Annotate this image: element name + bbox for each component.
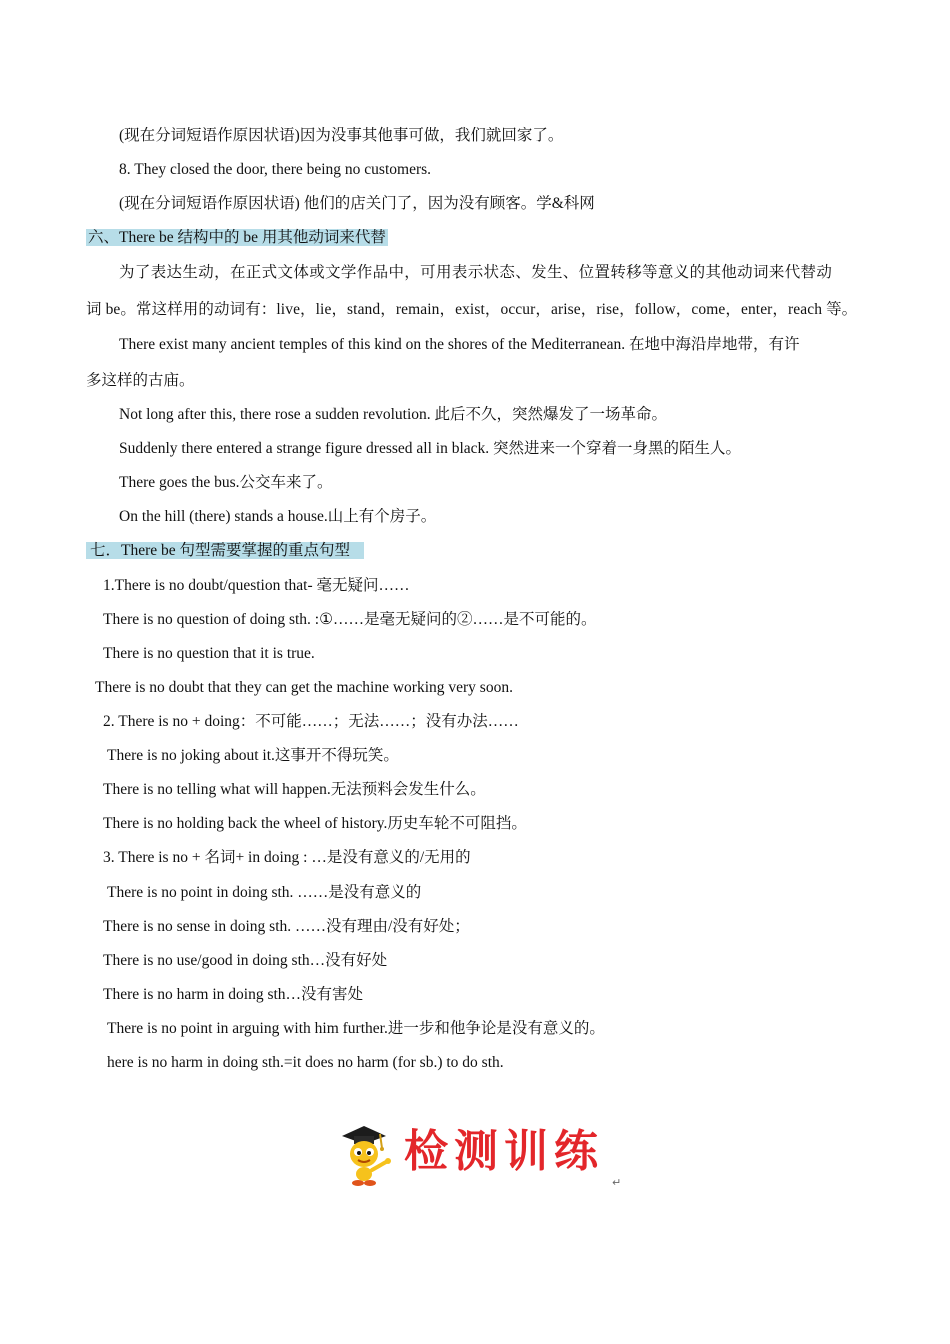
paragraph-line: 多这样的古庙。 xyxy=(86,372,195,389)
paragraph-line: There exist many ancient temples of this kind on the shores of the Mediterranean. 在地中海沿岸地带，有许 xyxy=(119,336,800,353)
paragraph-line: There is no doubt that they can get the machine working very soon. xyxy=(95,679,513,696)
graduate-mascot-icon xyxy=(336,1122,400,1188)
paragraph-line: There is no harm in doing sth…没有害处 xyxy=(103,986,364,1003)
paragraph-line: 为了表达生动，在正式文体或文学作品中，可用表示状态、发生、位置转移等意义的其他动词来代替动 xyxy=(119,264,833,281)
section-heading-text: 六、There be 结构中的 be 用其他动词来代替 xyxy=(88,229,386,246)
paragraph-line: 8. They closed the door, there being no customers. xyxy=(119,161,432,178)
paragraph-line: 词 be。常这样用的动词有：live，lie，stand，remain，exist，occur，arise，rise，follow，come，enter，reach 等。 xyxy=(86,301,858,318)
paragraph-line: 3. There is no + 名词+ in doing : …是没有意义的/无用的 xyxy=(103,849,471,866)
section-heading xyxy=(86,541,364,561)
paragraph-line: here is no harm in doing sth.=it does no harm (for sb.) to do sth. xyxy=(107,1054,504,1071)
paragraph-line: (现在分词短语作原因状语) 他们的店关门了，因为没有顾客。学&科网 xyxy=(119,195,595,212)
paragraph-line: There is no question of doing sth. :①……是毫无疑问的②……是不可能的。 xyxy=(103,611,597,628)
paragraph-line: Suddenly there entered a strange figure dressed all in black. 突然进来一个穿着一身黑的陌生人。 xyxy=(119,440,742,457)
paragraph-line: (现在分词短语作原因状语)因为没事其他事可做，我们就回家了。 xyxy=(119,127,564,144)
section-heading-text: 七．There be 句型需要掌握的重点句型 xyxy=(86,542,364,559)
paragraph-line: There is no holding back the wheel of history.历史车轮不可阻挡。 xyxy=(103,815,527,832)
paragraph-line: There is no joking about it.这事开不得玩笑。 xyxy=(107,747,399,764)
paragraph-line: There is no question that it is true. xyxy=(103,645,315,662)
paragraph-line: There is no telling what will happen.无法预料会发生什么。 xyxy=(103,781,486,798)
practice-banner xyxy=(336,1120,636,1190)
paragraph-line: There goes the bus.公交车来了。 xyxy=(119,474,333,491)
paragraph-line: There is no point in arguing with him further.进一步和他争论是没有意义的。 xyxy=(107,1020,605,1037)
banner-title: 检测训练 xyxy=(404,1126,604,1177)
paragraph-line: 1.There is no doubt/question that- 毫无疑问…… xyxy=(103,577,410,594)
section-heading xyxy=(86,228,388,248)
paragraph-mark: ↵ xyxy=(612,1176,622,1189)
paragraph-line: 2. There is no + doing：不可能……；无法……；没有办法…… xyxy=(103,713,519,730)
paragraph-line: Not long after this, there rose a sudden revolution. 此后不久，突然爆发了一场革命。 xyxy=(119,406,668,423)
paragraph-line: There is no sense in doing sth. ……没有理由/没有好处； xyxy=(103,918,470,935)
paragraph-line: On the hill (there) stands a house.山上有个房子。 xyxy=(119,508,437,525)
paragraph-line: There is no use/good in doing sth…没有好处 xyxy=(103,952,388,969)
paragraph-line: There is no point in doing sth. ……是没有意义的 xyxy=(107,884,422,901)
